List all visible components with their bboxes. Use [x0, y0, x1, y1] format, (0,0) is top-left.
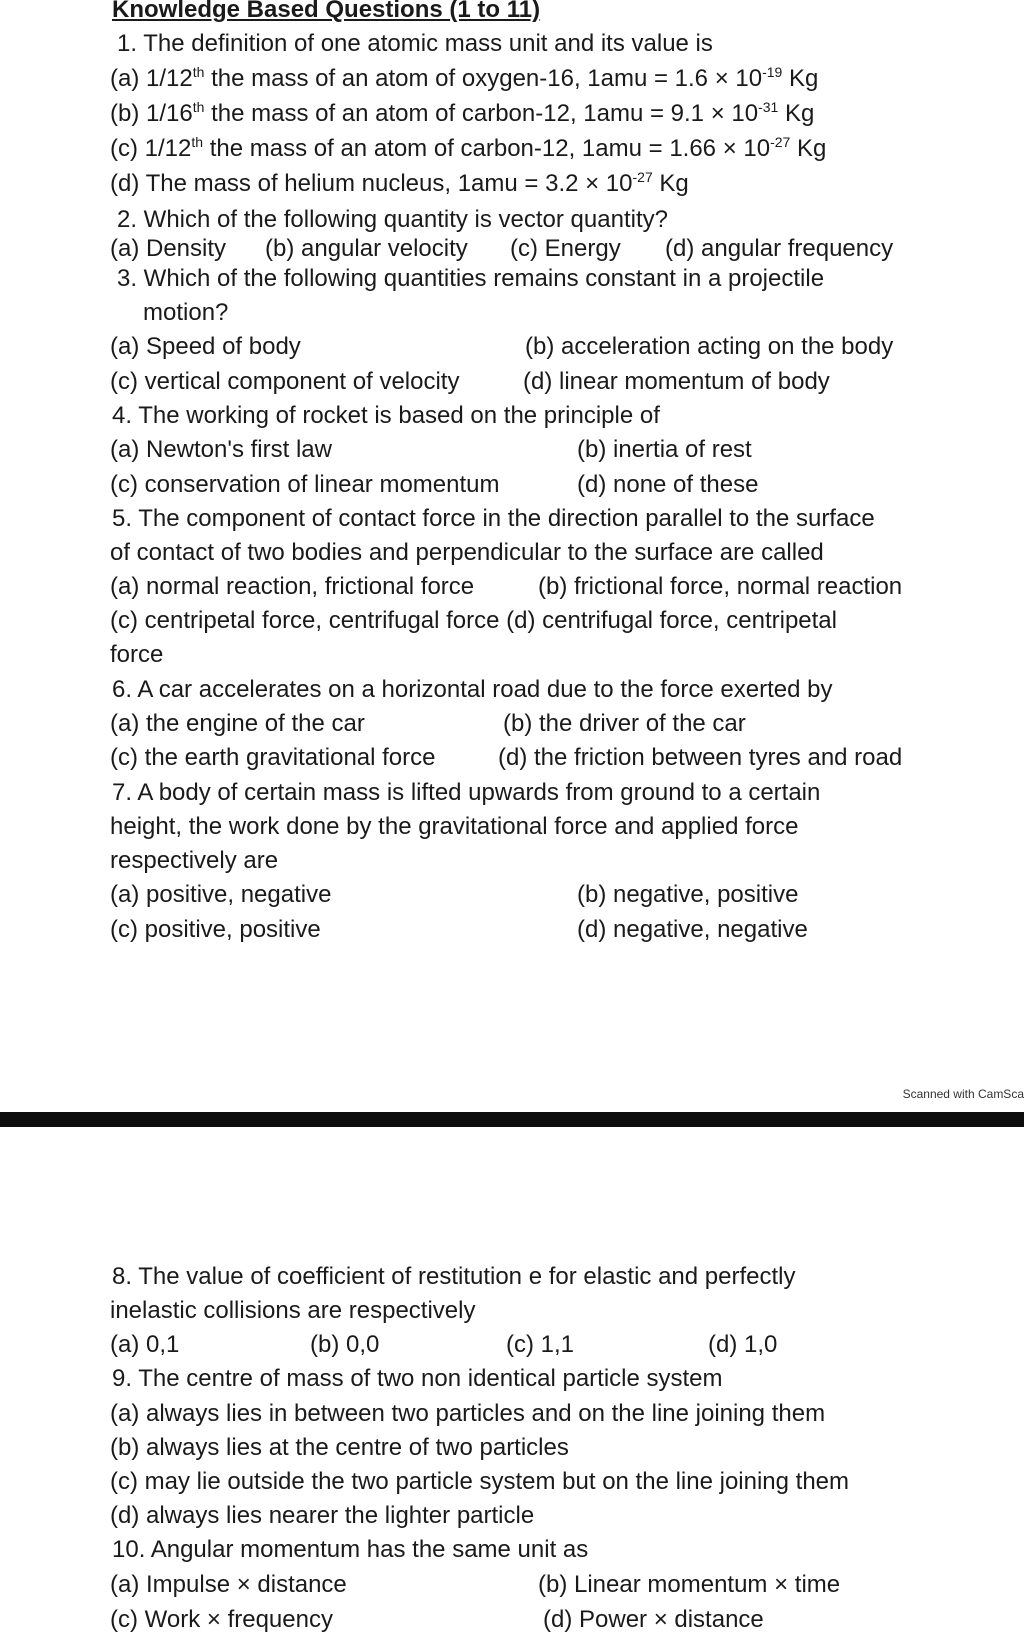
page-title: Knowledge Based Questions (1 to 11): [112, 0, 541, 23]
question-2-option-d: (d) angular frequency: [665, 235, 894, 262]
question-10-option-b: (b) Linear momentum × time: [538, 1571, 841, 1598]
question-3-stem-cont: motion?: [143, 299, 229, 326]
question-4-option-c: (c) conservation of linear momentum: [110, 471, 500, 498]
question-2-option-a: (a) Density: [110, 235, 227, 262]
question-10-stem: 10. Angular momentum has the same unit as: [112, 1536, 589, 1563]
question-8-option-b: (b) 0,0: [310, 1331, 380, 1358]
question-6-stem: 6. A car accelerates on a horizontal road due to the force exerted by: [112, 676, 833, 703]
question-3-option-a: (a) Speed of body: [110, 333, 301, 360]
question-7-stem-cont: height, the work done by the gravitational force and applied force: [110, 813, 799, 840]
question-10-option-c: (c) Work × frequency: [110, 1606, 333, 1633]
question-9-stem: 9. The centre of mass of two non identical particle system: [112, 1365, 723, 1392]
question-6-option-b: (b) the driver of the car: [503, 710, 746, 737]
question-1-stem: 1. The definition of one atomic mass unit and its value is: [117, 30, 713, 57]
question-6-option-d: (d) the friction between tyres and road: [498, 744, 903, 771]
question-6-option-a: (a) the engine of the car: [110, 710, 365, 737]
question-7-option-a: (a) positive, negative: [110, 881, 332, 908]
question-8-option-c: (c) 1,1: [506, 1331, 575, 1358]
question-10-option-a: (a) Impulse × distance: [110, 1571, 347, 1598]
question-7-option-c: (c) positive, positive: [110, 916, 321, 943]
question-7-stem-cont-2: respectively are: [110, 847, 279, 874]
question-5-stem-cont: of contact of two bodies and perpendicular to the surface are called: [110, 539, 824, 566]
page-divider: [0, 1112, 1024, 1127]
question-2-stem: 2. Which of the following quantity is vector quantity?: [117, 206, 668, 233]
question-4-option-a: (a) Newton's first law: [110, 436, 332, 463]
question-3-option-d: (d) linear momentum of body: [523, 368, 830, 395]
question-2-option-c: (c) Energy: [510, 235, 621, 262]
question-5-option-b: (b) frictional force, normal reaction: [538, 573, 903, 600]
question-10-option-d: (d) Power × distance: [543, 1606, 764, 1633]
question-5-option-cd: (c) centripetal force, centrifugal force (d) centrifugal force, centripetal: [110, 607, 837, 634]
document-page-2: [0, 1127, 1024, 1640]
question-7-stem: 7. A body of certain mass is lifted upwards from ground to a certain: [112, 779, 821, 806]
question-8-option-d: (d) 1,0: [708, 1331, 778, 1358]
question-7-option-b: (b) negative, positive: [577, 881, 799, 908]
question-8-option-a: (a) 0,1: [110, 1331, 180, 1358]
question-9-option-d: (d) always lies nearer the lighter particle: [110, 1502, 535, 1529]
question-3-option-c: (c) vertical component of velocity: [110, 368, 460, 395]
question-8-stem: 8. The value of coefficient of restitution e for elastic and perfectly: [112, 1263, 796, 1290]
question-2-option-b: (b) angular velocity: [265, 235, 468, 262]
question-9-option-a: (a) always lies in between two particles and on the line joining them: [110, 1400, 826, 1427]
question-1-option-a: (a) 1/12th the mass of an atom of oxygen-16, $1amu = 1.6 \times 10^{-19}$ Kg: [110, 64, 819, 92]
question-1-option-c: (c) 1/12th the mass of an atom of carbon-12, $1amu = 1.66 \times 10^{-27}$ Kg: [110, 134, 827, 162]
question-4-option-b: (b) inertia of rest: [577, 436, 752, 463]
question-3-option-b: (b) acceleration acting on the body: [525, 333, 894, 360]
question-8-stem-cont: inelastic collisions are respectively: [110, 1297, 476, 1324]
question-4-option-d: (d) none of these: [577, 471, 759, 498]
question-5-stem: 5. The component of contact force in the direction parallel to the surface: [112, 505, 875, 532]
question-4-stem: 4. The working of rocket is based on the principle of: [112, 402, 660, 429]
question-3-stem: 3. Which of the following quantities remains constant in a projectile: [117, 265, 825, 292]
question-6-option-c: (c) the earth gravitational force: [110, 744, 436, 771]
question-1-option-b: (b) 1/16th the mass of an atom of carbon-12, $1amu = 9.1 \times 10^{-31}$ Kg: [110, 99, 815, 127]
question-5-option-d-cont: force: [110, 641, 164, 668]
question-7-option-d: (d) negative, negative: [577, 916, 808, 943]
scanner-watermark: Scanned with CamSca: [902, 1087, 1024, 1101]
question-1-option-d: (d) The mass of helium nucleus, $1amu = 3.2 \times 10^{-27}$ Kg: [110, 169, 689, 197]
question-5-option-a: (a) normal reaction, frictional force: [110, 573, 475, 600]
question-9-option-c: (c) may lie outside the two particle system but on the line joining them: [110, 1468, 850, 1495]
question-9-option-b: (b) always lies at the centre of two particles: [110, 1434, 569, 1461]
